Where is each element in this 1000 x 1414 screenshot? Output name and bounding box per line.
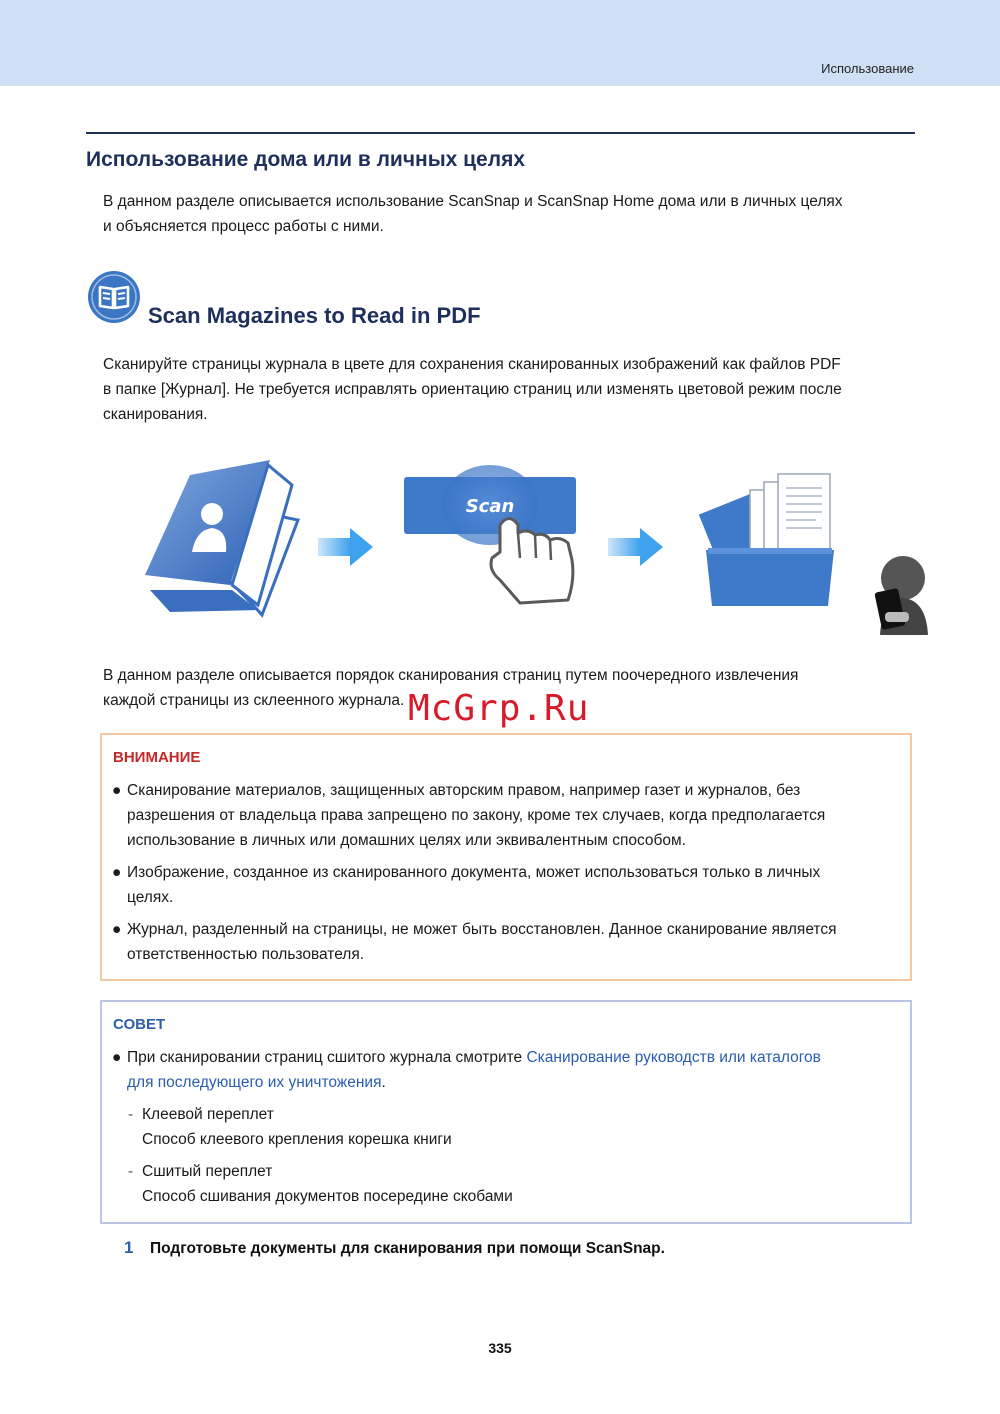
subsection-desc-line3: сканирования. — [103, 406, 208, 423]
tip-sub-item — [128, 1102, 452, 1152]
caution-title: ВНИМАНИЕ — [113, 749, 201, 766]
tip-link-line2[interactable]: для последующего их уничтожения — [127, 1074, 382, 1091]
bullet-dot: ● — [112, 921, 122, 938]
tip-item-suffix: . — [381, 1074, 386, 1091]
section-intro-line2: и объясняется процесс работы с ними. — [103, 218, 384, 235]
dash-marker: - — [128, 1106, 134, 1123]
caution-item-1-line3: использование в личных или домашних целях или эквивалентным способом. — [127, 832, 686, 849]
bullet-dot: ● — [112, 864, 122, 881]
procedure-intro-line2: каждой страницы из склеенного журнала. — [103, 692, 405, 709]
section-divider — [86, 132, 915, 134]
tip-item-line1 — [112, 1045, 902, 1070]
caution-item — [112, 778, 902, 853]
tip-sub-item-2-desc: Способ сшивания документов посередине скобами — [142, 1188, 513, 1205]
page-number: 335 — [488, 1340, 512, 1356]
procedure-intro-line1: В данном разделе описывается порядок сканирования страниц путем поочередного извлечения — [103, 667, 799, 684]
caution-item-3-line1: Журнал, разделенный на страницы, не может быть восстановлен. Данное сканирование является — [127, 921, 837, 938]
open-book-icon — [87, 270, 141, 324]
header-breadcrumb: Использование — [821, 61, 914, 76]
bullet-dot: ● — [112, 1049, 122, 1066]
tip-sub-item — [128, 1159, 513, 1209]
tip-title: СОВЕТ — [113, 1016, 166, 1033]
scan-button-label: Scan — [465, 496, 515, 517]
dash-marker: - — [128, 1163, 134, 1180]
section-intro-line1: В данном разделе описывается использование ScanSnap и ScanSnap Home дома или в личных целях — [103, 193, 843, 210]
tip-sub-item-1-desc: Способ клеевого крепления корешка книги — [142, 1131, 452, 1148]
tip-sub-item-2-title: Сшитый переплет — [142, 1163, 273, 1180]
section-title: Использование дома или в личных целях — [86, 148, 526, 171]
step-number: 1 — [124, 1238, 134, 1257]
subsection-desc-line2: в папке [Журнал]. Не требуется исправлять ориентацию страниц или изменять цветовой режим после — [103, 381, 842, 398]
arrow-right-icon — [318, 528, 373, 566]
caution-item — [112, 917, 902, 967]
tip-item-prefix: При сканировании страниц сшитого журнала смотрите — [127, 1049, 527, 1066]
scan-button-icon — [404, 465, 576, 545]
scan-workflow-illustration — [0, 440, 1000, 650]
folder-documents-icon — [699, 474, 834, 606]
caution-item — [112, 860, 902, 910]
caution-item-3-line2: ответственностью пользователя. — [127, 946, 365, 963]
caution-box — [100, 733, 912, 981]
caution-item-2-line2: целях. — [127, 889, 174, 906]
step-text: Подготовьте документы для сканирования при помощи ScanSnap. — [150, 1240, 665, 1257]
arrow-right-icon — [608, 528, 663, 566]
tip-item-line2 — [112, 1070, 902, 1095]
caution-item-2-line1: Изображение, созданное из сканированного документа, может использоваться только в личных — [127, 864, 821, 881]
subsection-title: Scan Magazines to Read in PDF — [148, 303, 481, 328]
magazine-pages-icon — [145, 460, 298, 615]
user-with-phone-icon — [874, 556, 928, 635]
tip-link-line1[interactable]: Сканирование руководств или каталогов — [526, 1049, 821, 1066]
tip-item — [112, 1045, 902, 1095]
tip-box — [100, 1000, 912, 1224]
header-band — [0, 0, 1000, 86]
caution-item-1-line1: Сканирование материалов, защищенных авторским правом, например газет и журналов, без — [127, 782, 801, 799]
caution-item-1-line2: разрешения от владельца права запрещено по закону, кроме тех случаев, когда предполагается — [127, 807, 826, 824]
subsection-desc-line1: Сканируйте страницы журнала в цвете для сохранения сканированных изображений как файлов PDF — [103, 356, 841, 373]
bullet-dot: ● — [112, 782, 122, 799]
tip-sub-item-1-title: Клеевой переплет — [142, 1106, 274, 1123]
watermark: McGrp.Ru — [408, 688, 590, 729]
